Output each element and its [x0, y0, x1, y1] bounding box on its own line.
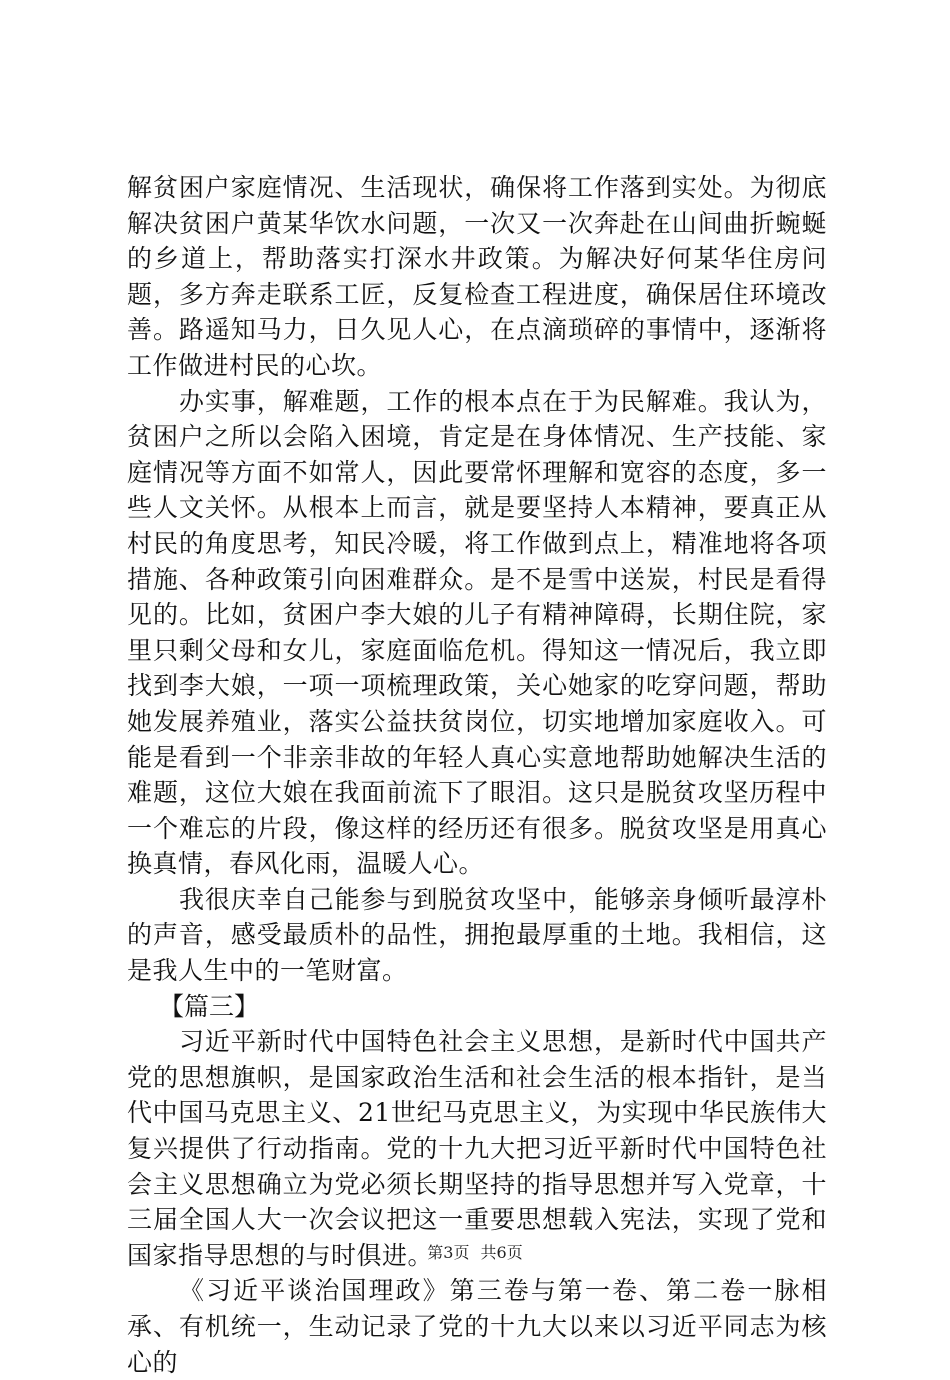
- page-total: 共6页: [480, 1243, 523, 1262]
- document-body: [127, 170, 827, 1380]
- page-number: 第3页: [427, 1243, 470, 1262]
- page-footer: [0, 1243, 950, 1263]
- paragraph-fortunate: 我很庆幸自己能参与到脱贫攻坚中，能够亲身倾听最淳朴的声音，感受最质朴的品性，拥抱最厚重的土地。我相信，这是我人生中的一笔财富。: [127, 884, 827, 986]
- section-heading: 【篇三】: [159, 991, 260, 1021]
- paragraph-governance-book: 《习近平谈治国理政》第三卷与第一卷、第二卷一脉相承、有机统一，生动记录了党的十九大以来以习近平同志为核心的: [127, 1276, 827, 1377]
- paragraph-continuation: 解贫困户家庭情况、生活现状，确保将工作落到实处。为彻底解决贫困户黄某华饮水问题，一次又一次奔赴在山间曲折蜿蜒的乡道上，帮助落实打深水井政策。为解决好何某华住房问题，多方奔走联系工匠，反复检查工程进度，确保居住环境改善。路遥知马力，日久见人心，在点滴琐碎的事情中，逐渐将工作做进村民的心坎。: [127, 173, 827, 380]
- paragraph-solve-problems: 办实事，解难题，工作的根本点在于为民解难。我认为，贫困户之所以会陷入困境，肯定是在身体情况、生产技能、家庭情况等方面不如常人，因此要常怀理解和宽容的态度，多一些人文关怀。从根本上而言，就是要坚持人本精神，要真正从村民的角度思考，知民冷暖，将工作做到点上，精准地将各项措施、各种政策引向困难群众。是不是雪中送炭，村民是看得见的。比如，贫困户李大娘的儿子有精神障碍，长期住院，家里只剩父母和女儿，家庭面临危机。得知这一情况后，我立即找到李大娘，一项一项梳理政策，关心她家的吃穿问题，帮助她发展养殖业，落实公益扶贫岗位，切实地增加家庭收入。可能是看到一个非亲非故的年轻人真心实意地帮助她解决生活的难题，这位大娘在我面前流下了眼泪。这只是脱贫攻坚历程中一个难忘的片段，像这样的经历还有很多。脱贫攻坚是用真心换真情，春风化雨，温暖人心。: [127, 386, 827, 879]
- paragraph-thought: 习近平新时代中国特色社会主义思想，是新时代中国共产党的思想旗帜，是国家政治生活和社会生活的根本指针，是当代中国马克思主义、21世纪马克思主义，为实现中华民族伟大复兴提供了行动指南。党的十九大把习近平新时代中国特色社会主义思想确立为党必须长期坚持的指导思想并写入党章，十三届全国人大一次会议把这一重要思想载入宪法，实现了党和国家指导思想的与时俱进。: [127, 1027, 827, 1270]
